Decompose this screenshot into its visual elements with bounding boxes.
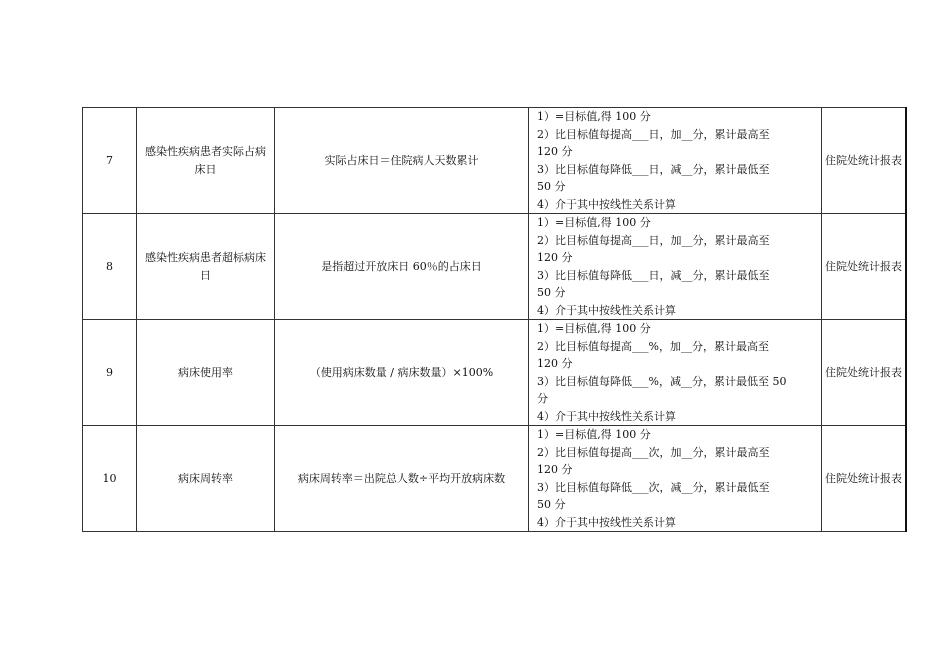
rule-line: 1）=目标值,得 100 分 (537, 322, 651, 335)
row-number: 7 (83, 108, 137, 214)
data-source: 住院处统计报表 (822, 426, 907, 532)
rule-line: 120 分 (537, 357, 573, 370)
table-row (83, 320, 907, 426)
row-number: 10 (83, 426, 137, 532)
scoring-rules (529, 214, 822, 320)
rule-line: 120 分 (537, 463, 573, 476)
rule-line: 1）=目标值,得 100 分 (537, 110, 651, 123)
indicator-name: 病床周转率 (137, 426, 275, 532)
indicator-formula: 实际占床日＝住院病人天数累计 (275, 108, 529, 214)
rule-line: 2）比目标值每提高___日，加__分，累计最高至 (537, 233, 770, 247)
rule-line: 1）=目标值,得 100 分 (537, 428, 651, 441)
indicator-name: 感染性疾病患者实际占病床日 (137, 108, 275, 214)
rule-line: 4）介于其中按线性关系计算 (537, 515, 676, 529)
row-number: 9 (83, 320, 137, 426)
row-number: 8 (83, 214, 137, 320)
rule-line: 3）比目标值每降低___次，减__分，累计最低至 (537, 480, 770, 494)
indicator-name: 病床使用率 (137, 320, 275, 426)
indicator-formula: 是指超过开放床日 60％的占床日 (275, 214, 529, 320)
rule-line: 2）比目标值每提高___日，加__分，累计最高至 (537, 127, 770, 141)
scoring-rules (529, 108, 822, 214)
rule-line: 3）比目标值每降低___%，减__分，累计最低至 50 (537, 374, 787, 388)
scoring-rules (529, 426, 822, 532)
rule-line: 50 分 (537, 498, 566, 511)
table-row (83, 214, 907, 320)
rule-line: 50 分 (537, 286, 566, 299)
data-source: 住院处统计报表 (822, 108, 907, 214)
rule-line: 2）比目标值每提高___%，加__分，累计最高至 (537, 339, 769, 353)
data-source: 住院处统计报表 (822, 320, 907, 426)
indicator-table (82, 107, 907, 532)
indicator-formula: 病床周转率＝出院总人数÷平均开放病床数 (275, 426, 529, 532)
data-source: 住院处统计报表 (822, 214, 907, 320)
rule-line: 120 分 (537, 145, 573, 158)
rule-line: 4）介于其中按线性关系计算 (537, 197, 676, 211)
rule-line: 分 (537, 392, 548, 405)
rule-line: 2）比目标值每提高___次，加__分，累计最高至 (537, 445, 770, 459)
indicator-table-container (82, 107, 907, 532)
rule-line: 120 分 (537, 251, 573, 264)
rule-line: 50 分 (537, 180, 566, 193)
indicator-formula: （使用病床数量 / 病床数量）×100% (275, 320, 529, 426)
rule-line: 3）比目标值每降低___日，减__分，累计最低至 (537, 162, 770, 176)
rule-line: 3）比目标值每降低___日，减__分，累计最低至 (537, 268, 770, 282)
table-row (83, 108, 907, 214)
table-row (83, 426, 907, 532)
rule-line: 4）介于其中按线性关系计算 (537, 409, 676, 423)
indicator-name: 感染性疾病患者超标病床日 (137, 214, 275, 320)
scoring-rules (529, 320, 822, 426)
rule-line: 4）介于其中按线性关系计算 (537, 303, 676, 317)
rule-line: 1）=目标值,得 100 分 (537, 216, 651, 229)
